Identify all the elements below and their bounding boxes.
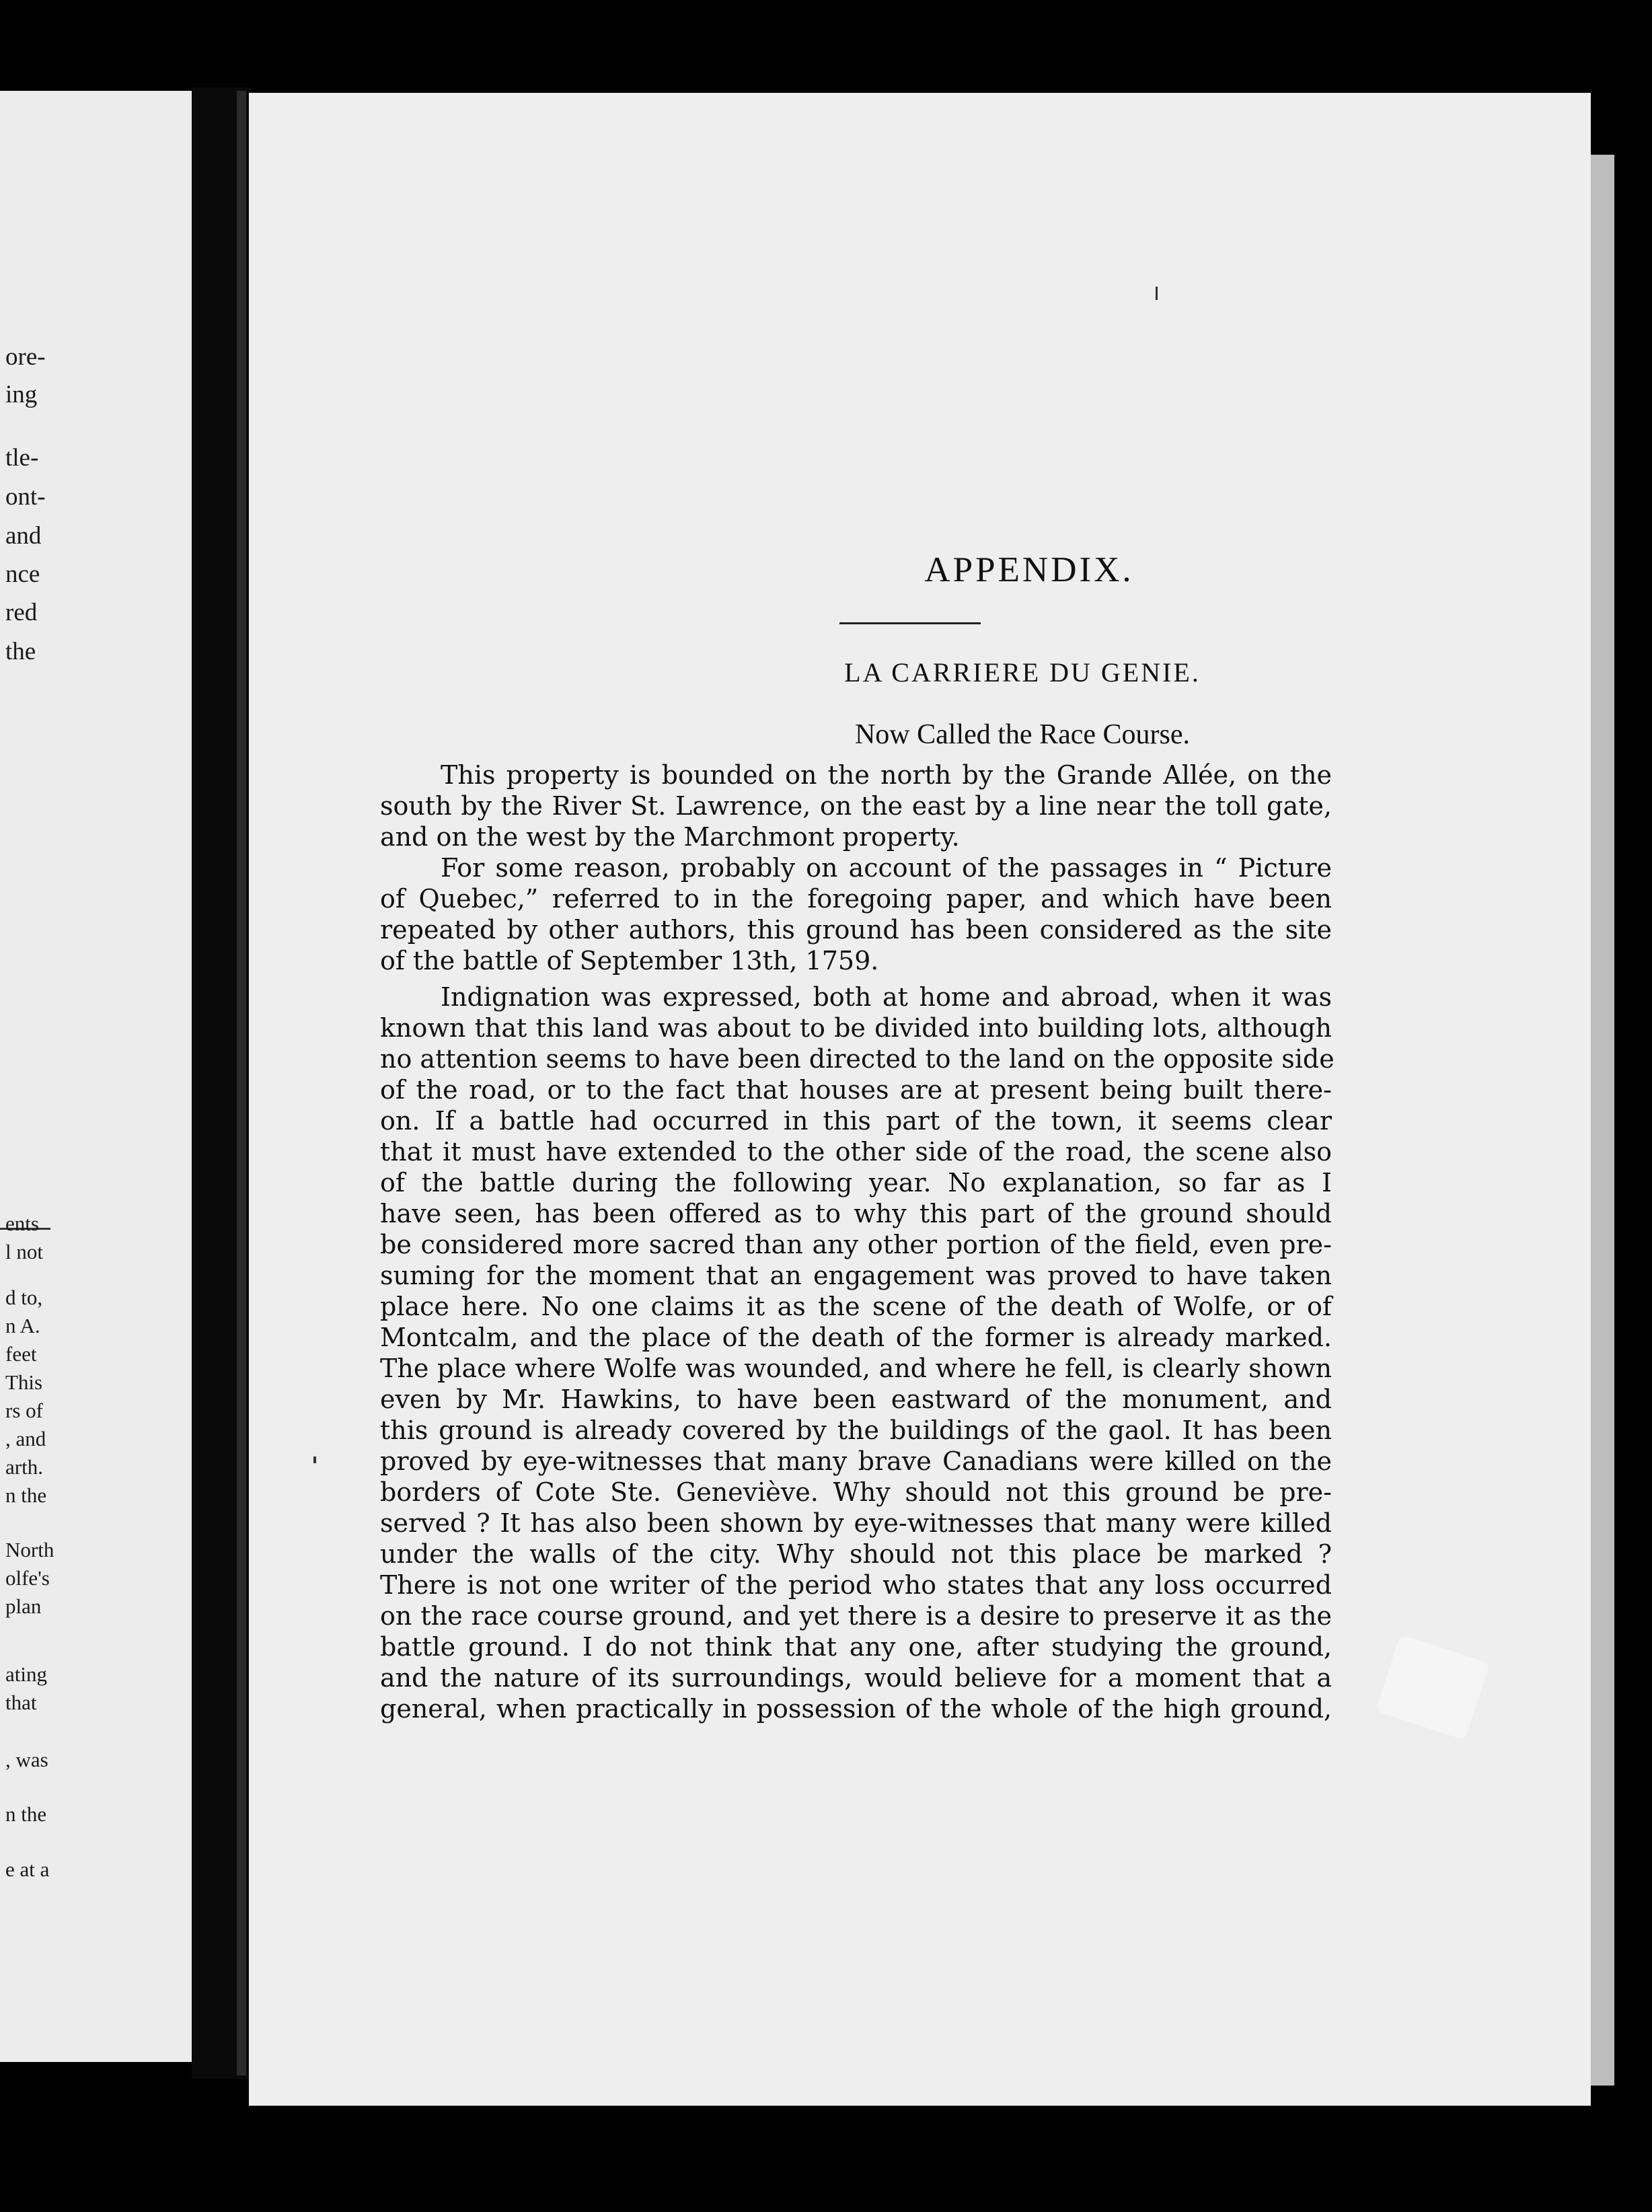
text-line: known that this land was about to be divided into building lots, although	[380, 1013, 1332, 1043]
left-text-fragment: North	[5, 1538, 54, 1561]
text-line: have seen, has been offered as to why this part of the ground should	[380, 1199, 1332, 1228]
left-text-fragment: l not	[5, 1240, 43, 1263]
text-line: and the nature of its surroundings, would believe for a moment that a	[380, 1663, 1332, 1693]
text-line: of the road, or to the fact that houses are at present being built there-	[380, 1075, 1332, 1105]
left-text-fragment: tle-	[5, 444, 39, 472]
left-text-fragment: plan	[5, 1594, 42, 1618]
left-text-fragment: feet	[5, 1342, 37, 1366]
text-line: borders of Cote Ste. Geneviève. Why should not this ground be pre-	[380, 1477, 1332, 1507]
left-text-fragment: red	[5, 599, 38, 626]
text-line: of Quebec,” referred to in the foregoing paper, and which have been	[380, 884, 1332, 914]
text-line: general, when practically in possession of the whole of the high ground,	[380, 1694, 1332, 1724]
left-text-fragment: olfe's	[5, 1566, 50, 1590]
left-text-fragment: the	[5, 638, 36, 665]
binding-edge	[237, 91, 246, 2075]
left-text-fragment: , was	[5, 1748, 48, 1771]
text-line: This property is bounded on the north by the Grande Allée, on the	[441, 760, 1332, 790]
left-text-fragment: arth.	[5, 1455, 43, 1479]
text-line: be considered more sacred than any other portion of the field, even pre-	[380, 1230, 1332, 1259]
left-text-fragment: n A.	[5, 1314, 40, 1337]
text-line: battle ground. I do not think that any one, after studying the ground,	[380, 1632, 1332, 1662]
text-line: Indignation was expressed, both at home and abroad, when it was	[441, 982, 1332, 1012]
text-line: that it must have extended to the other side of the road, the scene also	[380, 1137, 1332, 1167]
page-speck	[1156, 287, 1158, 300]
text-line: no attention seems to have been directed to the land on the opposite side	[380, 1044, 1335, 1074]
paper-damage-mark	[1376, 1634, 1490, 1740]
left-text-fragment: This	[5, 1370, 43, 1394]
left-text-fragment: rs of	[5, 1399, 43, 1422]
left-text-fragment: ont-	[5, 483, 46, 511]
title-rule	[839, 622, 981, 624]
previous-page-fragment	[0, 91, 192, 2062]
left-text-fragment: e at a	[5, 1857, 50, 1881]
text-line: on the race course ground, and yet there is a desire to preserve it as the	[380, 1601, 1332, 1631]
left-text-fragment: , and	[5, 1427, 46, 1450]
page-title: APPENDIX.	[924, 550, 1134, 589]
page-speck	[313, 1457, 316, 1463]
text-line: of the battle of September 13th, 1759.	[380, 946, 879, 975]
left-text-fragment: ore-	[5, 343, 46, 371]
left-text-fragment: n the	[5, 1802, 47, 1826]
text-line: south by the River St. Lawrence, on the east by a line near the toll gate,	[380, 791, 1332, 821]
text-line: proved by eye-witnesses that many brave Canadians were killed on the	[380, 1446, 1332, 1476]
left-text-fragment: ents	[5, 1212, 39, 1235]
text-line: and on the west by the Marchmont property.	[380, 822, 960, 852]
text-line: The place where Wolfe was wounded, and where he fell, is clearly shown	[380, 1354, 1332, 1383]
left-text-fragment: ing	[5, 381, 38, 408]
text-line: under the walls of the city. Why should not this place be marked ?	[380, 1539, 1332, 1569]
text-line: For some reason, probably on account of the passages in “ Picture	[441, 853, 1332, 883]
text-line: suming for the moment that an engagement was proved to have taken	[380, 1261, 1332, 1290]
left-text-fragment: and	[5, 522, 42, 550]
text-line: repeated by other authors, this ground has been considered as the site	[380, 915, 1332, 945]
left-text-fragment: that	[5, 1691, 37, 1714]
text-line: this ground is already covered by the buildings of the gaol. It has been	[380, 1415, 1332, 1445]
text-line: on. If a battle had occurred in this part of the town, it seems clear	[380, 1106, 1332, 1136]
left-text-fragment: ating	[5, 1662, 47, 1686]
section-subheading: Now Called the Race Course.	[854, 719, 1191, 750]
page-edge-shadow	[1591, 155, 1614, 2086]
section-heading: LA CARRIERE DU GENIE.	[844, 657, 1201, 688]
text-line: There is not one writer of the period who states that any loss occurred	[380, 1570, 1332, 1600]
left-text-fragment: d to,	[5, 1286, 43, 1309]
text-line: served ? It has also been shown by eye-witnesses that many were killed	[380, 1508, 1332, 1538]
text-line: Montcalm, and the place of the death of the former is already marked.	[380, 1323, 1332, 1352]
left-text-fragment: nce	[5, 560, 40, 588]
text-line: of the battle during the following year. No explanation, so far as I	[380, 1168, 1332, 1197]
left-text-fragment: n the	[5, 1483, 47, 1507]
appendix-page	[249, 93, 1591, 2106]
text-line: even by Mr. Hawkins, to have been eastward of the monument, and	[380, 1385, 1332, 1414]
text-line: place here. No one claims it as the scene of the death of Wolfe, or of	[380, 1292, 1332, 1321]
